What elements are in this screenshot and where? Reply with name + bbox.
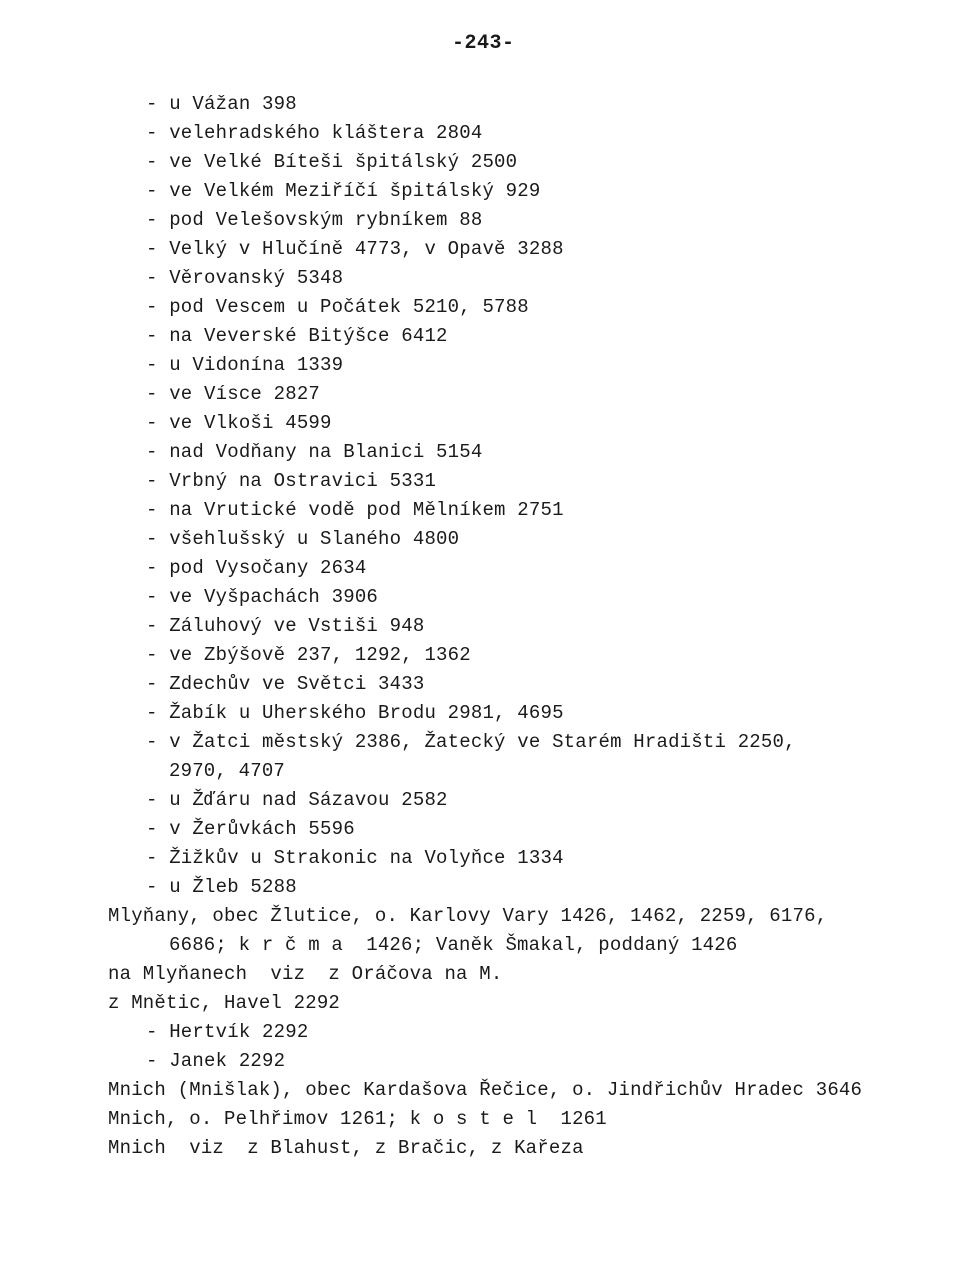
sub-entry-line: - Žabík u Uherského Brodu 2981, 4695: [146, 702, 564, 724]
main-entry-line: 6686; k r č m a 1426; Vaněk Šmakal, poddaný 1426: [169, 934, 738, 956]
sub-entry-line: - Zdechův ve Světci 3433: [146, 673, 425, 695]
main-entry-line: na Mlyňanech viz z Oráčova na M.: [108, 963, 503, 985]
sub-entry-line: - ve Velkém Meziříčí špitálský 929: [146, 180, 541, 202]
sub-entry-line: - v Žatci městský 2386, Žatecký ve Starém Hradišti 2250,: [146, 731, 796, 753]
sub-entry-line: - Věrovanský 5348: [146, 267, 344, 289]
sub-entry-line: - Velký v Hlučíně 4773, v Opavě 3288: [146, 238, 564, 260]
sub-entry-line: - ve Vyšpachách 3906: [146, 586, 379, 608]
sub-entry-line: - velehradského kláštera 2804: [146, 122, 483, 144]
sub-entry-line: - pod Vysočany 2634: [146, 557, 367, 579]
sub-entry-line: - u Vidonína 1339: [146, 354, 344, 376]
sub-entry-line: - u Žleb 5288: [146, 876, 297, 898]
sub-entry-line: - pod Vescem u Počátek 5210, 5788: [146, 296, 529, 318]
sub-entry-line: - Žižkův u Strakonic na Volyňce 1334: [146, 847, 564, 869]
sub-entry-line: - na Veverské Bitýšce 6412: [146, 325, 448, 347]
sub-entry-line: - Vrbný na Ostravici 5331: [146, 470, 437, 492]
main-entry-line: Mnich, o. Pelhřimov 1261; k o s t e l 1261: [108, 1108, 607, 1130]
sub-entry-line: - u Žďáru nad Sázavou 2582: [146, 789, 448, 811]
sub-entry-line: - na Vrutické vodě pod Mělníkem 2751: [146, 499, 564, 521]
sub-entry-line: 2970, 4707: [169, 760, 286, 782]
sub-entry-line: - Hertvík 2292: [146, 1021, 309, 1043]
sub-entry-line: - ve Velké Bíteši špitálský 2500: [146, 151, 518, 173]
index-entries: [0, 90, 960, 1163]
sub-entry-line: - nad Vodňany na Blanici 5154: [146, 441, 483, 463]
sub-entry-line: - pod Velešovským rybníkem 88: [146, 209, 483, 231]
sub-entry-line: - ve Vlkoši 4599: [146, 412, 332, 434]
main-entry-line: z Mnětic, Havel 2292: [108, 992, 341, 1014]
sub-entry-line: - ve Zbýšově 237, 1292, 1362: [146, 644, 471, 666]
main-entry-line: Mlyňany, obec Žlutice, o. Karlovy Vary 1426, 1462, 2259, 6176,: [108, 905, 828, 927]
main-entry-line: Mnich viz z Blahust, z Bračic, z Kařeza: [108, 1137, 584, 1159]
sub-entry-line: - všehlušský u Slaného 4800: [146, 528, 460, 550]
sub-entry-line: - Záluhový ve Vstiši 948: [146, 615, 425, 637]
sub-entry-line: - Janek 2292: [146, 1050, 286, 1072]
sub-entry-line: - ve Vísce 2827: [146, 383, 321, 405]
main-entry-line: Mnich (Mnišlak), obec Kardašova Řečice, o. Jindřichův Hradec 3646: [108, 1079, 863, 1101]
sub-entry-line: - v Žerůvkách 5596: [146, 818, 355, 840]
sub-entry-line: - u Vážan 398: [146, 93, 297, 115]
page-number: -243-: [452, 32, 515, 55]
